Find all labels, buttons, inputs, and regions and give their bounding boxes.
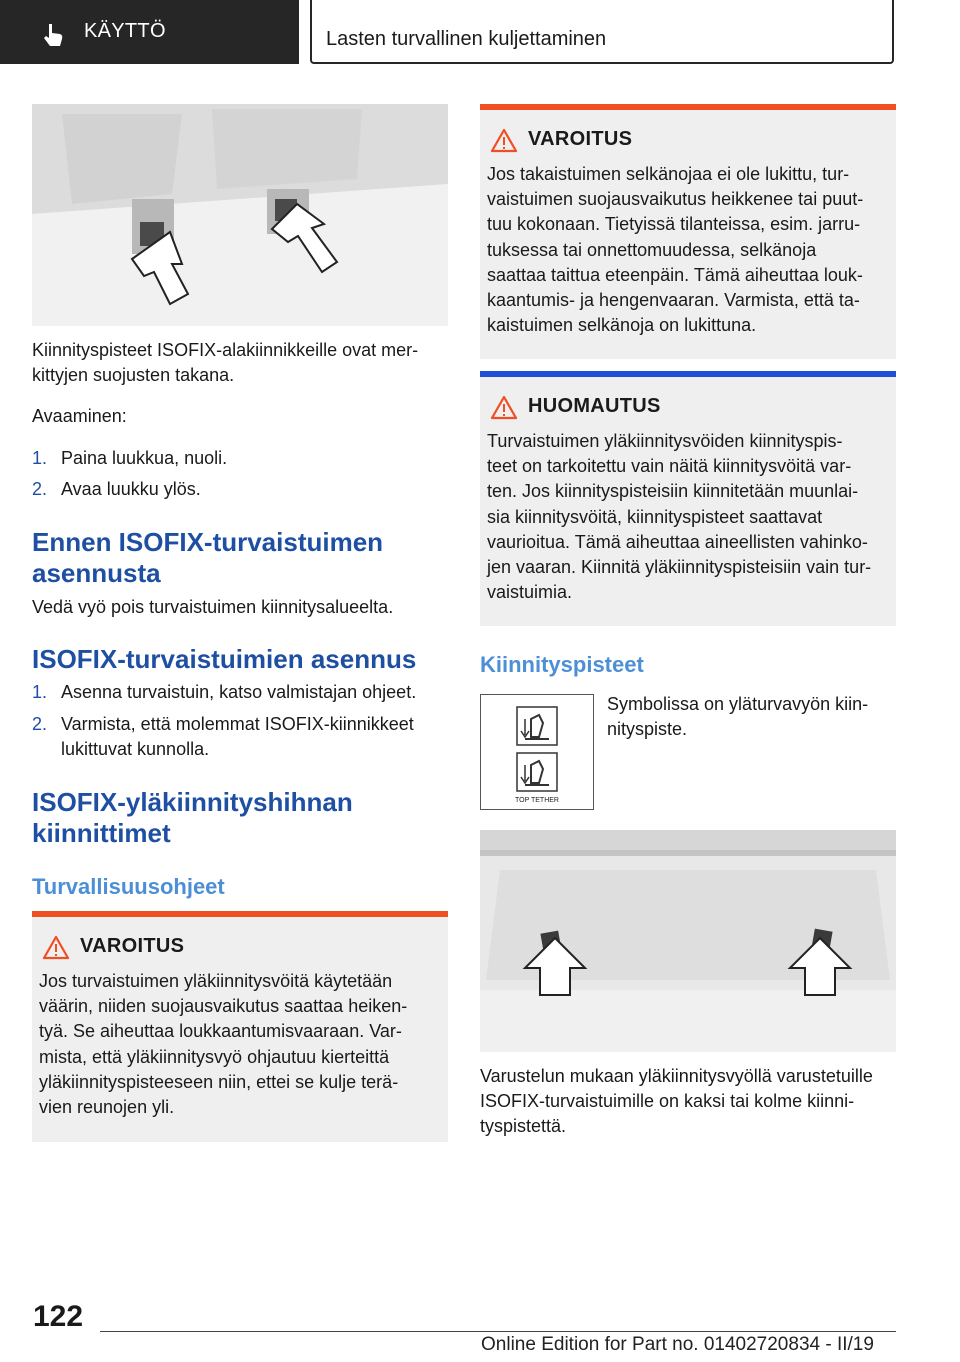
footer-divider — [100, 1331, 896, 1332]
chapter-title: Lasten turvallinen kuljettaminen — [326, 28, 607, 50]
body-text: Vedä vyö pois turvaistuimen kiinnitysalueelta. — [32, 597, 394, 617]
section-heading: ISOFIX-turvaistuimien asennus — [32, 644, 417, 674]
section-heading: Ennen ISOFIX-turvaistuimen asennusta — [32, 527, 384, 588]
chapter-header — [310, 0, 894, 64]
notice-triangle-icon — [490, 395, 518, 421]
symbol-description: Symbolissa on yläturvavyön kiin- nityspiste. — [607, 694, 869, 739]
warning-triangle-icon — [490, 128, 518, 154]
warning-title: VAROITUS — [528, 128, 633, 150]
notice-box — [480, 371, 896, 626]
warning-text: Jos turvaistuimen yläkiinnitysvöitä käytetään väärin, niiden suojausvaikutus saattaa heiken- tyä. Se aiheuttaa loukkaantumisvaaraan. Var- mista, että yläkiinnitysvyö ohjautuu kierteittä yläkiinnityspisteeseen niin, ettei se kulje terä- vien reunojen yli. — [39, 971, 408, 1118]
notice-title: HUOMAUTUS — [528, 395, 661, 417]
warning-title: VAROITUS — [80, 935, 185, 957]
warning-box — [32, 911, 448, 1142]
bottom-text: Varustelun mukaan yläkiinnitysvyöllä varustetuille ISOFIX-turvaistuimille on kaksi tai kolme kiinni- tyspistettä. — [480, 1066, 873, 1136]
warning-box — [480, 104, 896, 359]
image-caption: Kiinnityspisteet ISOFIX-alakiinnikkeille ovat mer- kittyjen suojusten takana. — [32, 340, 419, 385]
section-heading: ISOFIX-yläkiinnityshihnan kiinnittimet — [32, 787, 353, 848]
list-item: 2. Avaa luukku ylös. — [32, 479, 201, 499]
subsection-heading: Turvallisuusohjeet — [32, 874, 225, 899]
list-item: 1. Asenna turvaistuin, katso valmistajan ohjeet. — [32, 682, 417, 702]
top-tether-symbol — [480, 694, 594, 810]
hand-pointer-icon — [40, 22, 66, 48]
top-tether-label: TOP TETHER — [515, 797, 559, 804]
list-item: 1. Paina luukkua, nuoli. — [32, 448, 228, 468]
subsection-heading: Kiinnityspisteet — [480, 652, 644, 677]
section-tab — [0, 0, 299, 64]
warning-triangle-icon — [42, 935, 70, 961]
tether-anchors-image — [480, 830, 896, 1052]
opening-label: Avaaminen: — [32, 406, 127, 426]
notice-text: Turvaistuimen yläkiinnitysvöiden kiinnityspis- teet on tarkoitettu vain näitä kiinnitysvöitä var- ten. Jos kiinnityspisteisiin kiinnitetään muunlai- sia kiinnitysvöitä, kiinnityspisteet saattavat vaurioitua. Tämä aiheuttaa aineellisten vahinko- jen vaaran. Kiinnitä yläkiinnityspisteisiin vain tur- vaistuimia. — [487, 431, 872, 603]
page-number: 122 — [33, 1300, 84, 1333]
warning-text: Jos takaistuimen selkänojaa ei ole lukittu, tur- vaistuimen suojausvaikutus heikkenee tai puut- tuu kokonaan. Tietyissä tilanteissa, esim. jarru- tuksessa tai onnettomuudessa, selkänoja saattaa taittua eteenpäin. Tämä aiheuttaa louk- kaantumis- ja hengenvaaran. Varmista, että ta- kaistuimen selkänoja on lukittuna. — [487, 164, 864, 336]
isofix-lower-anchors-image — [32, 104, 448, 326]
list-item: 2. Varmista, että molemmat ISOFIX-kiinnikkeet lukittuvat kunnolla. — [32, 714, 414, 759]
section-label: KÄYTTÖ — [84, 20, 166, 42]
edition-text: Online Edition for Part no. 01402720834 - II/19 — [481, 1334, 874, 1355]
